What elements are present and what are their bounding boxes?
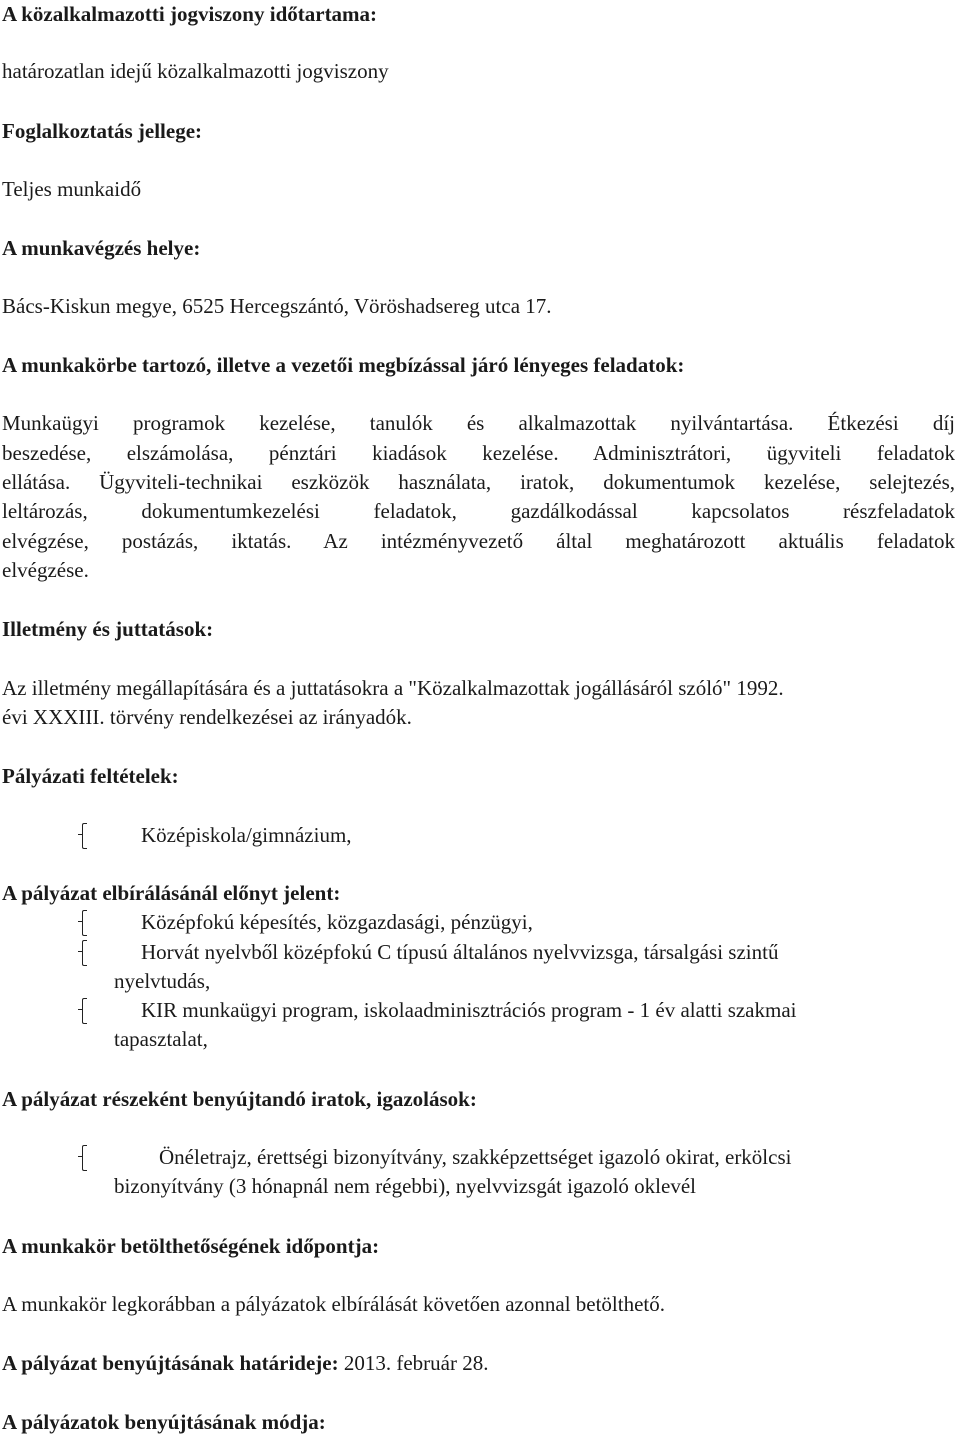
requirements-heading: Pályázati feltételek: bbox=[2, 764, 179, 788]
duties-line: ellátása. Ügyviteli-technikai eszközök használata, iratok, dokumentumok kezelése, selejtezés, bbox=[2, 470, 955, 494]
advantage-item-continuation: nyelvtudás, bbox=[114, 969, 211, 993]
start-date-heading: A munkakör betölthetőségének időpontja: bbox=[2, 1234, 380, 1258]
deadline-label: A pályázat benyújtásának határideje: bbox=[2, 1351, 339, 1375]
deadline-value: 2013. február 28. bbox=[338, 1351, 489, 1375]
submission-heading: A pályázatok benyújtásának módja: bbox=[2, 1410, 326, 1434]
bullet-bracket-icon bbox=[78, 1145, 88, 1171]
start-date-value: A munkakör legkorábban a pályázatok elbírálását követően azonnal betölthető. bbox=[2, 1292, 666, 1316]
duties-line: leltározás, dokumentumkezelési feladatok, gazdálkodással kapcsolatos részfeladatok bbox=[2, 499, 955, 523]
salary-heading: Illetmény és juttatások: bbox=[2, 617, 214, 641]
duties-heading: A munkakörbe tartozó, illetve a vezetői megbízással járó lényeges feladatok: bbox=[2, 353, 685, 377]
duties-line: beszedése, elszámolása, pénztári kiadások kezelése. Adminisztrátori, ügyviteli feladatok bbox=[2, 441, 955, 465]
document-item: Önéletrajz, érettségi bizonyítvány, szakképzettséget igazoló okirat, erkölcsi bbox=[159, 1145, 792, 1169]
duties-line: elvégzése, postázás, iktatás. Az intézményvezető által meghatározott aktuális feladatok bbox=[2, 529, 955, 553]
duration-heading: A közalkalmazotti jogviszony időtartama: bbox=[2, 2, 378, 26]
requirement-item: Középiskola/gimnázium, bbox=[141, 823, 352, 847]
salary-line: évi XXXIII. törvény rendelkezései az irányadók. bbox=[2, 705, 412, 729]
document-item-continuation: bizonyítvány (3 hónapnál nem régebbi), nyelvvizsgát igazoló oklevél bbox=[114, 1174, 696, 1198]
advantage-item: KIR munkaügyi program, iskolaadminisztrációs program - 1 év alatti szakmai bbox=[141, 998, 797, 1022]
advantage-item-continuation: tapasztalat, bbox=[114, 1027, 208, 1051]
duties-line: elvégzése. bbox=[2, 558, 89, 582]
bullet-bracket-icon bbox=[78, 823, 88, 849]
employment-type-heading: Foglalkoztatás jellege: bbox=[2, 119, 203, 143]
advantage-item: Középfokú képesítés, közgazdasági, pénzügyi, bbox=[141, 910, 533, 934]
workplace-value: Bács-Kiskun megye, 6525 Hercegszántó, Vöröshadsereg utca 17. bbox=[2, 294, 552, 318]
bullet-bracket-icon bbox=[78, 998, 88, 1024]
deadline-line bbox=[2, 1349, 488, 1378]
advantage-item: Horvát nyelvből középfokú C típusú általános nyelvvizsga, társalgási szintű bbox=[141, 940, 779, 964]
documents-heading: A pályázat részeként benyújtandó iratok, igazolások: bbox=[2, 1087, 477, 1111]
bullet-bracket-icon bbox=[78, 940, 88, 966]
bullet-bracket-icon bbox=[78, 910, 88, 936]
salary-line: Az illetmény megállapítására és a juttatásokra a "Közalkalmazottak jogállásáról szóló" 1992. bbox=[2, 676, 784, 700]
advantages-heading: A pályázat elbírálásánál előnyt jelent: bbox=[2, 881, 341, 905]
workplace-heading: A munkavégzés helye: bbox=[2, 236, 201, 260]
employment-type-value: Teljes munkaidő bbox=[2, 177, 142, 201]
duties-line: Munkaügyi programok kezelése, tanulók és alkalmazottak nyilvántartása. Étkezési díj bbox=[2, 411, 955, 435]
duration-value: határozatlan idejű közalkalmazotti jogviszony bbox=[2, 59, 389, 83]
